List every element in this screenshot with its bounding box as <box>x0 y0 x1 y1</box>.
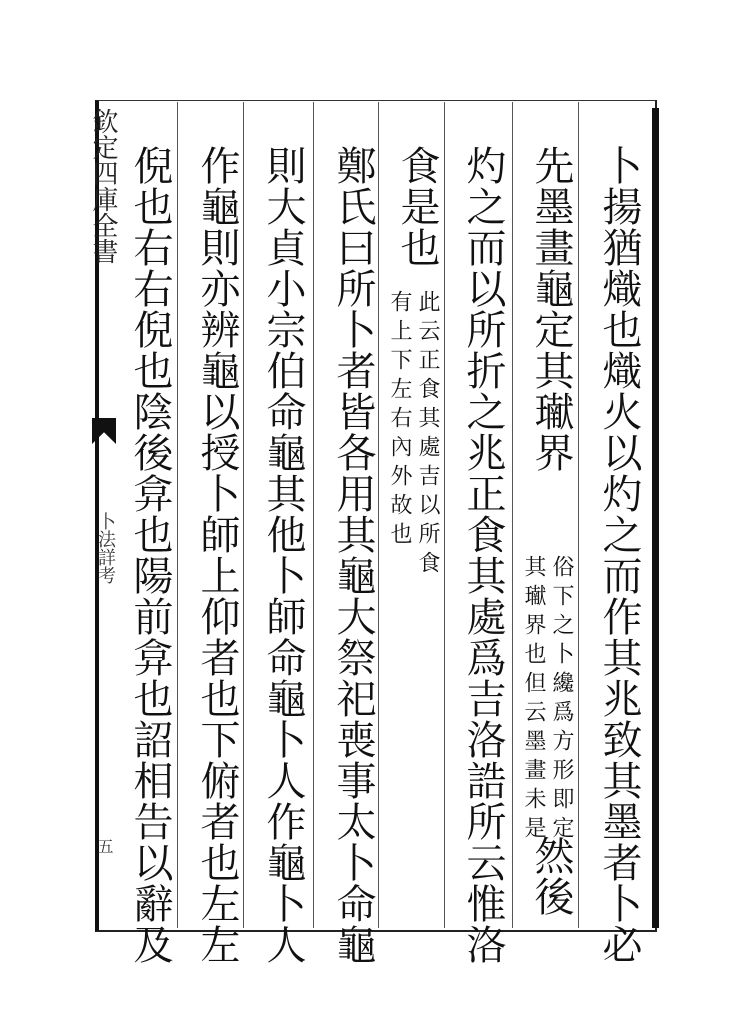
annotation-right: 此云正食其處吉以所食 <box>415 290 440 580</box>
frame-right-border <box>652 108 659 928</box>
center-margin <box>90 100 118 932</box>
column-rule <box>313 102 314 928</box>
column-rule <box>378 102 379 928</box>
main-text: 倪也右右倪也陰後弇也陽前弇也詔相告以辭及 <box>127 145 173 965</box>
main-text: 則大貞小宗伯命龜其他卜師命龜卜人作龜卜人 <box>260 145 306 965</box>
column-rule <box>512 102 513 928</box>
text-column <box>594 145 644 965</box>
main-text: 灼之而以所折之兆正食其處爲吉洛誥所云惟洛 <box>460 145 506 965</box>
text-column <box>192 145 242 965</box>
text-column <box>392 145 442 268</box>
main-text: 作龜則亦辨龜以授卜師上仰者也下俯者也左左 <box>194 145 240 965</box>
text-column <box>328 145 378 965</box>
column-rule <box>578 102 579 928</box>
annotation-right: 俗下之卜纔爲方形即定 <box>549 555 574 845</box>
main-text: 鄭氏曰所卜者皆各用其龜大祭祀喪事太卜命龜 <box>330 145 376 965</box>
text-column <box>526 145 576 545</box>
annotation-left: 有上下左右內外故也 <box>387 290 412 551</box>
text-column-tail <box>526 835 576 917</box>
column-rule <box>177 102 178 928</box>
main-text: 先墨畫龜定其𤩽界 <box>528 145 574 473</box>
section-title: 卜法詳考 <box>95 512 116 584</box>
annotation-left: 其𤩽界也但云墨畫未是 <box>521 555 546 845</box>
column-rule <box>243 102 244 928</box>
column-rule <box>444 102 445 928</box>
fishtail-mark <box>92 418 116 444</box>
main-text: 然後 <box>528 835 574 917</box>
main-text: 食是也 <box>394 145 440 268</box>
text-column <box>258 145 308 965</box>
text-column <box>125 145 175 965</box>
text-column <box>458 145 508 965</box>
book-title: 欽定四庫全書 <box>88 108 118 264</box>
main-text: 卜揚猶熾也熾火以灼之而作其兆致其墨者卜必 <box>596 145 642 965</box>
page-number: 五 <box>95 838 114 854</box>
